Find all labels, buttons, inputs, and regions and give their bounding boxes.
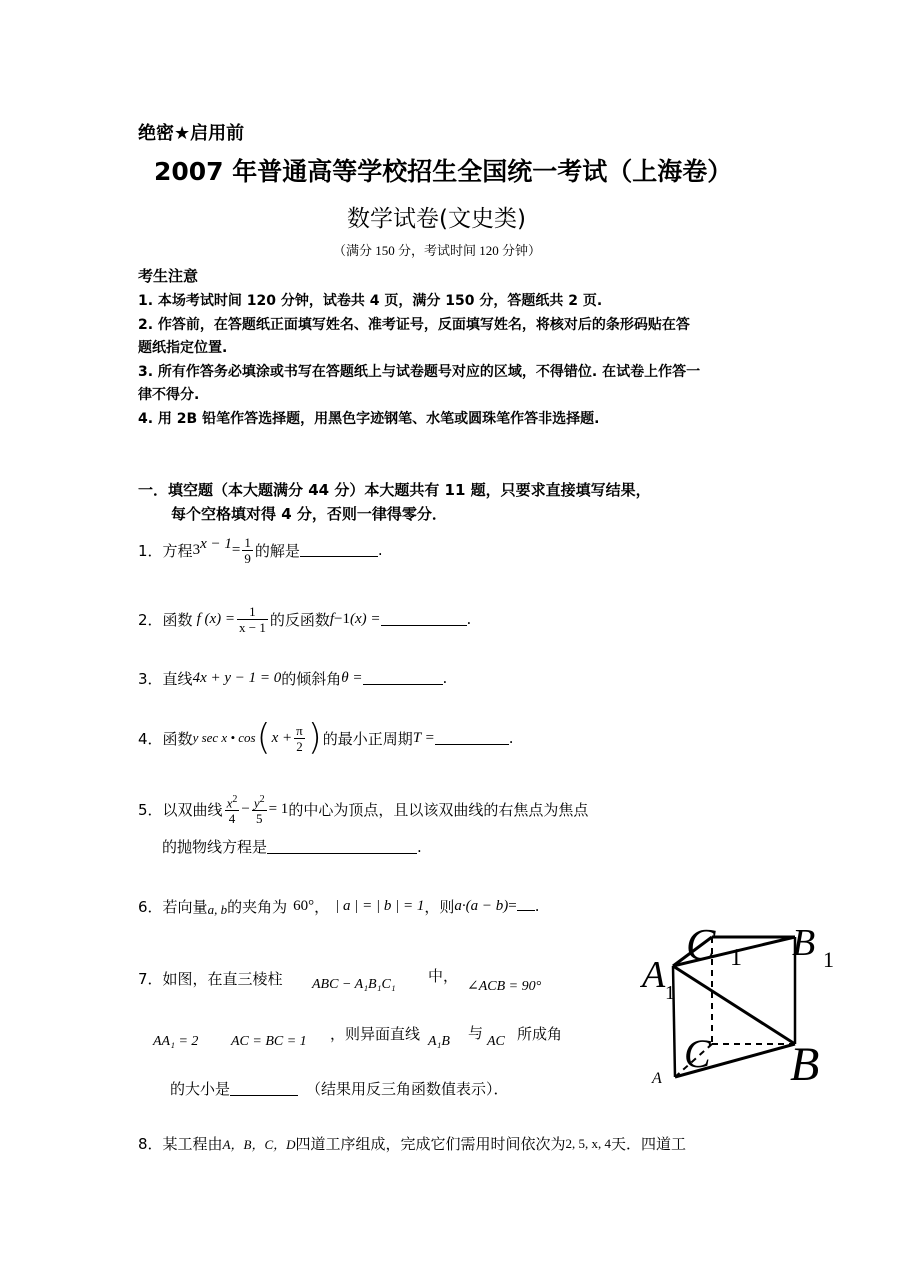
exam-subtitle: 数学试卷(文史类) — [347, 206, 526, 232]
answer-blank-1[interactable] — [300, 543, 378, 557]
q7-prism: ABC − A₁B₁C₁ — [312, 977, 396, 992]
question-3: 3． 直线 4x + y − 1 = 0 的倾斜角 θ = . — [138, 669, 448, 688]
q7-post: 所成角 — [517, 1025, 563, 1043]
answer-blank-4[interactable] — [435, 731, 509, 745]
notice-item-2b: 题纸指定位置. — [138, 340, 228, 356]
q7-ac: AC — [487, 1034, 505, 1049]
label-c1: C — [686, 920, 716, 969]
question-6: 6． 若向量 a, b 的夹角为 60° ， | a | = | b | = 1 ，则 a·(a − b) = . — [138, 897, 540, 917]
notice-item-3: 3. 所有作答务必填涂或书写在答题纸上与试卷题号对应的区域，不得错位. 在试卷上作答一 — [138, 364, 701, 380]
notice-item-3b: 律不得分. — [138, 387, 200, 403]
question-7: 7． 如图，在直三棱柱 — [138, 969, 283, 988]
answer-blank-6[interactable] — [517, 902, 535, 911]
section-heading-2: 每个空格填对得 4 分，否则一律得零分． — [171, 505, 447, 523]
label-a1: A — [642, 954, 666, 996]
exam-note: （满分 150 分，考试时间 120 分钟） — [333, 243, 542, 258]
q7-a1b: A₁B — [428, 1034, 450, 1049]
label-c1-sub: 1 — [730, 945, 742, 971]
answer-blank-5[interactable] — [267, 840, 417, 854]
question-8: 8． 某工程由 A，B，C，D 四道工序组成，完成它们需用时间依次为 2, 5, x, 4 天．四道工 — [138, 1135, 687, 1153]
question-1: 1． 方程 3 x − 1 = $\frac{1}{9}$ 的解是 . — [138, 534, 383, 566]
question-4: 4． 函数 y sec x • cos ( x + $\frac{\pi}{2}$ ) 的最小正周期 T = . — [138, 717, 514, 758]
notice-item-2: 2. 作答前，在答题纸正面填写姓名、准考证号，反面填写姓名，将核对后的条形码贴在答 — [138, 317, 690, 333]
notice-item-1: 1. 本场考试时间 120 分钟，试卷共 4 页，满分 150 分，答题纸共 2 页. — [138, 293, 603, 309]
q7-zhong: 中， — [428, 967, 459, 985]
section-heading: 一．填空题（本大题满分 44 分）本大题共有 11 题，只要求直接填写结果， — [138, 481, 651, 499]
q7-mid: ，则异面直线 — [330, 1025, 421, 1043]
notice-heading: 考生注意 — [138, 267, 199, 285]
label-c: C — [684, 1031, 711, 1076]
q7-angle: ∠ACB = 90° — [467, 979, 542, 994]
label-b: B — [790, 1038, 820, 1091]
label-b1: B — [792, 922, 816, 964]
notice-item-4: 4. 用 2B 铅笔作答选择题，用黑色字迹钢笔、水笔或圆珠笔作答非选择题. — [138, 411, 600, 427]
question-5-line2: 的抛物线方程是 . — [162, 837, 422, 856]
q7-aa1: AA₁ = 2 — [153, 1034, 199, 1049]
q7-yu: 与 — [468, 1024, 484, 1042]
exam-title: 2007 年普通高等学校招生全国统一考试（上海卷） — [154, 157, 733, 186]
prism-figure — [640, 915, 850, 1095]
question-7-line3: 的大小是 （结果用反三角函数值表示）． — [170, 1080, 509, 1098]
label-b1-sub: 1 — [823, 947, 834, 972]
question-5: 5． 以双曲线 $\frac{x^2}{4}$ − $\frac{y^2}{5}$ = 1 的中心为顶点，且以该双曲线的右焦点为焦点 — [138, 793, 589, 827]
label-a: A — [652, 1070, 662, 1087]
secret-label: 绝密★启用前 — [138, 123, 245, 144]
answer-blank-7[interactable] — [230, 1082, 298, 1096]
answer-blank-3[interactable] — [363, 671, 443, 685]
q7-acbc: AC = BC = 1 — [231, 1034, 307, 1049]
label-a1-sub: 1 — [665, 982, 675, 1004]
question-2: 2． 函数 f (x) = $\frac{1}{x - 1}$ 的反函数 f −1 (x) = . — [138, 603, 472, 635]
answer-blank-2[interactable] — [381, 612, 467, 626]
